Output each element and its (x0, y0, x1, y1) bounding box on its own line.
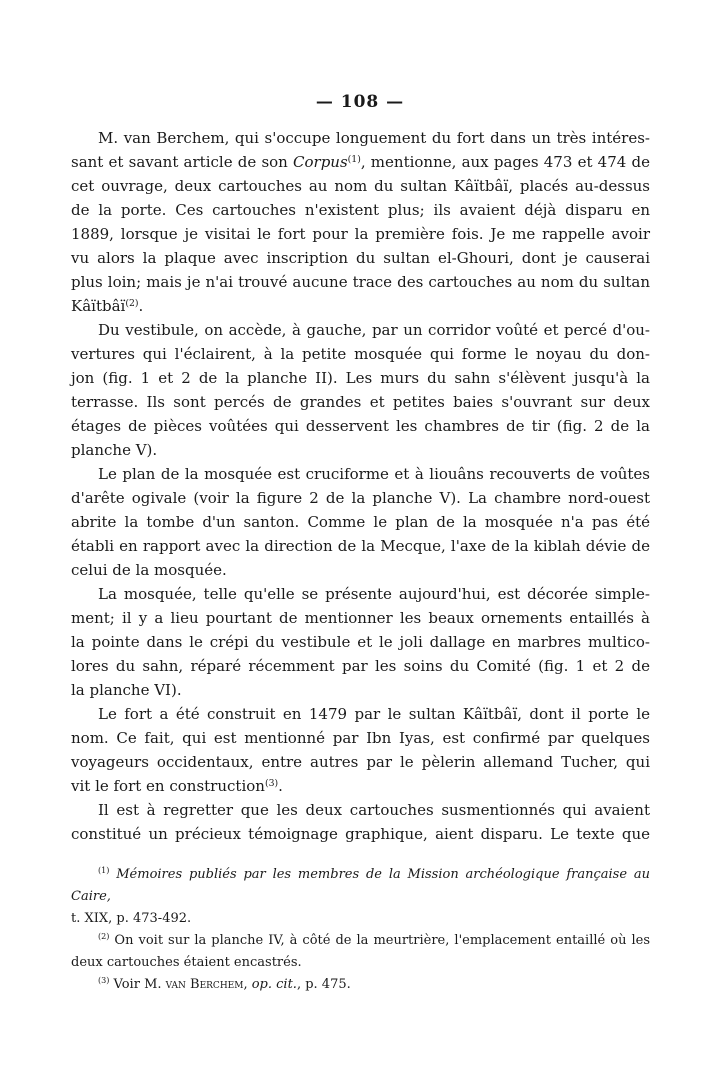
text-run: 1889, lorsque je visitai le fort pour la première fois. Je me rappelle avoir (71, 225, 650, 243)
text-run: Du vestibule, on accède, à gauche, par un corridor voûté et percé d'ou- (98, 321, 650, 339)
italic-text: Corpus (293, 153, 348, 171)
text-line (71, 318, 650, 342)
italic-text: Mémoires publiés par les membres de la Mission archéologique française au Caire, (71, 867, 650, 904)
smallcaps-text: van Berchem (165, 977, 244, 992)
paragraph (71, 798, 650, 846)
text-run: , (243, 977, 252, 992)
text-run: M. van Berchem, qui s'occupe longuement du fort dans un très intéres- (98, 129, 650, 147)
text-run: On voit sur la planche IV, à côté de la meurtrière, l'emplacement entaillé où les (109, 933, 650, 948)
text-line (71, 630, 650, 654)
text-run: . (138, 297, 144, 315)
text-line (71, 678, 650, 702)
text-line (71, 270, 650, 294)
text-run: deux cartouches étaient encastrés. (71, 955, 302, 970)
text-line (71, 952, 650, 974)
text-line (71, 822, 650, 846)
text-run: vit le fort en construction (71, 777, 265, 795)
text-run: , mentionne, aux pages 473 et 474 de (360, 153, 650, 171)
text-run: . (278, 777, 283, 795)
text-line (71, 366, 650, 390)
text-run: Le plan de la mosquée est cruciforme et à liouâns recouverts de voûtes (98, 465, 650, 483)
text-line (71, 930, 650, 952)
text-line (71, 390, 650, 414)
text-run: La mosquée, telle qu'elle se présente aujourd'hui, est décorée simple- (98, 585, 650, 603)
text-run: la planche VI). (71, 681, 182, 699)
text-run: planche V). (71, 441, 158, 459)
footnote-marker: (3) (98, 976, 110, 985)
text-line (71, 246, 650, 270)
text-run: constitué un précieux témoignage graphique, aient disparu. Le texte que (71, 825, 650, 843)
text-line (71, 774, 650, 798)
text-run: établi en rapport avec la direction de la Mecque, l'axe de la kiblah dévie de (71, 537, 650, 555)
text-run: lores du sahn, réparé récemment par les soins du Comité (fig. 1 et 2 de (71, 657, 650, 675)
text-line (71, 726, 650, 750)
text-run: nom. Ce fait, qui est mentionné par Ibn Iyas, est confirmé par quelques (71, 729, 650, 747)
text-line (71, 342, 650, 366)
text-run: jon (fig. 1 et 2 de la planche II). Les murs du sahn s'élèvent jusqu'à la (71, 369, 650, 387)
text-line (71, 908, 650, 930)
text-line (71, 174, 650, 198)
text-run: , p. 475. (296, 977, 351, 992)
paragraph (71, 462, 650, 582)
paragraph (71, 126, 650, 318)
page-number: — 108 — (315, 92, 405, 112)
text-run: Il est à regretter que les deux cartouches susmentionnés qui avaient (98, 801, 650, 819)
text-run: Kâïtbâï (71, 297, 126, 315)
text-line (71, 534, 650, 558)
text-run: vertures qui l'éclairent, à la petite mosquée qui forme le noyau du don- (71, 345, 650, 363)
text-run: plus loin; mais je n'ai trouvé aucune trace des cartouches au nom du sultan (71, 273, 650, 291)
paragraph (71, 974, 650, 996)
paragraph (71, 318, 650, 462)
footnote-marker: (2) (98, 932, 110, 941)
text-line (71, 974, 650, 996)
text-run: terrasse. Ils sont percés de grandes et petites baies s'ouvrant sur deux (71, 393, 650, 411)
text-run: sant et savant article de son (71, 153, 294, 171)
footnote-marker: (1) (98, 866, 110, 875)
text-line (71, 222, 650, 246)
paragraph (71, 702, 650, 798)
text-run: t. XIX, p. 473-492. (71, 911, 192, 926)
paragraph (71, 864, 650, 930)
text-line (71, 486, 650, 510)
footnote-marker: (1) (347, 154, 361, 165)
text-line (71, 702, 650, 726)
text-line (71, 414, 650, 438)
text-run: de la porte. Ces cartouches n'existent plus; ils avaient déjà disparu en (71, 201, 650, 219)
text-line (71, 510, 650, 534)
text-run: cet ouvrage, deux cartouches au nom du sultan Kâïtbâï, placés au-dessus (71, 177, 650, 195)
footnote-marker: (3) (264, 778, 279, 789)
text-line (71, 558, 650, 582)
text-line (71, 582, 650, 606)
text-run: ment; il y a lieu pourtant de mentionner les beaux ornements entaillés à (71, 609, 650, 627)
text-run: d'arête ogivale (voir la figure 2 de la planche V). La chambre nord-ouest (71, 489, 650, 507)
text-run: abrite la tombe d'un santon. Comme le plan de la mosquée n'a pas été (71, 513, 650, 531)
text-line (71, 438, 650, 462)
paragraph (71, 930, 650, 974)
text-run: celui de la mosquée. (71, 561, 227, 579)
text-line (71, 798, 650, 822)
text-line (71, 606, 650, 630)
text-line (71, 654, 650, 678)
text-line (71, 150, 650, 174)
text-line (71, 750, 650, 774)
text-run: Le fort a été construit en 1479 par le sultan Kâïtbâï, dont il porte le (98, 705, 650, 723)
text-run: étages de pièces voûtées qui desservent les chambres de tir (fig. 2 de la (71, 417, 650, 435)
text-run: Voir M. (109, 977, 166, 992)
text-run: voyageurs occidentaux, entre autres par le pèlerin allemand Tucher, qui (71, 753, 650, 771)
paragraph (71, 582, 650, 702)
text-run: vu alors la plaque avec inscription du sultan el-Ghouri, dont je causerai (71, 249, 650, 267)
text-line (71, 462, 650, 486)
text-run: la pointe dans le crépi du vestibule et le joli dallage en marbres multico- (71, 633, 650, 651)
text-line (71, 864, 650, 908)
italic-text: op. cit. (251, 977, 297, 992)
footnotes (71, 864, 650, 996)
text-line (71, 198, 650, 222)
text-line (71, 126, 650, 150)
body-text (71, 126, 650, 846)
footnote-marker: (2) (125, 298, 139, 309)
text-line (71, 294, 650, 318)
